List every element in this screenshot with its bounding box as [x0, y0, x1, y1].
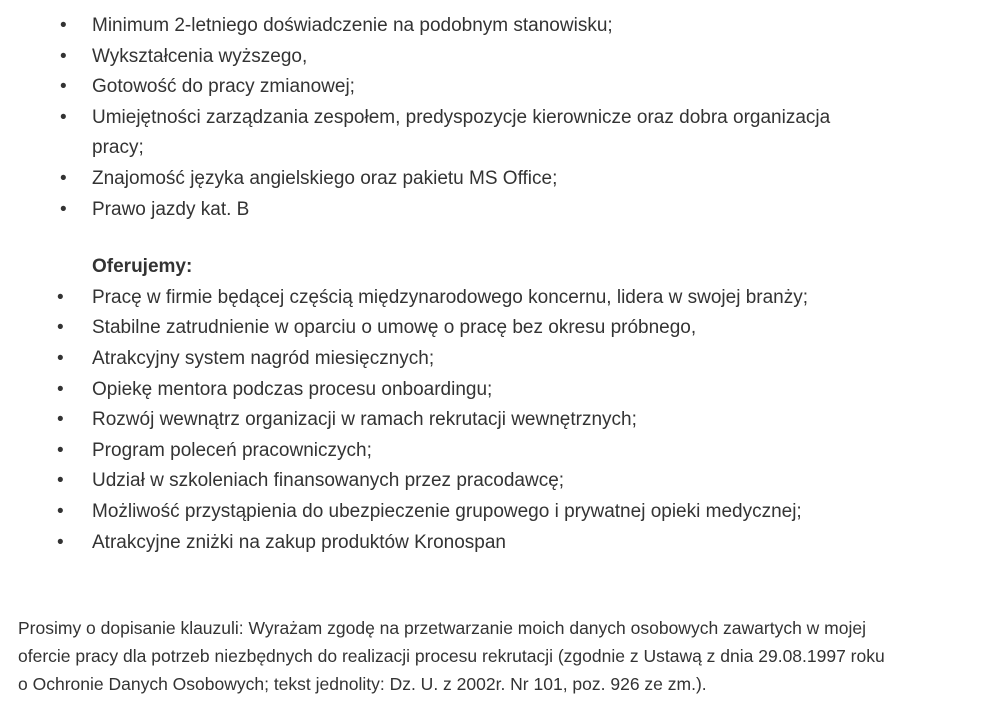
list-item-text: Stabilne zatrudnienie w oparciu o umowę o pracę bez okresu próbnego,: [92, 317, 697, 339]
list-item: [0, 42, 852, 73]
bullet-icon: •: [57, 378, 64, 400]
list-item: [0, 11, 852, 42]
list-item-text: Atrakcyjne zniżki na zakup produktów Kronospan: [92, 531, 507, 553]
bullet-icon: •: [57, 439, 64, 461]
bullet-icon: •: [60, 167, 67, 189]
bullet-icon: •: [57, 531, 64, 553]
list-item: [0, 103, 852, 164]
gdpr-clause: [18, 614, 983, 698]
list-item: [0, 344, 952, 375]
list-item-text: Program poleceń pracowniczych;: [92, 439, 372, 461]
list-item-text: Udział w szkoleniach finansowanych przez pracodawcę;: [92, 470, 565, 492]
list-item: [0, 72, 852, 103]
list-item: [0, 313, 952, 344]
bullet-icon: •: [57, 347, 64, 369]
list-item: [0, 466, 952, 497]
list-item-text: Pracę w firmie będącej częścią międzynarodowego koncernu, lidera w swojej branży;: [92, 286, 808, 308]
list-item-text: Atrakcyjny system nagród miesięcznych;: [92, 347, 435, 369]
bullet-icon: •: [57, 470, 64, 492]
list-item-text: Wykształcenia wyższego,: [92, 45, 308, 67]
offer-list: [0, 283, 983, 558]
bullet-icon: •: [57, 409, 64, 431]
bullet-icon: •: [60, 198, 67, 220]
list-item: [0, 164, 852, 195]
bullet-icon: •: [57, 286, 64, 308]
requirements-list: [0, 11, 983, 225]
list-item-text: Minimum 2-letniego doświadczenie na podobnym stanowisku;: [92, 15, 613, 36]
list-item-text: Gotowość do pracy zmianowej;: [92, 76, 355, 98]
list-item: [0, 375, 952, 406]
clause-line: o Ochronie Danych Osobowych; tekst jednolity: Dz. U. z 2002r. Nr 101, poz. 926 ze zm.).: [18, 674, 707, 695]
bullet-icon: •: [60, 45, 67, 67]
list-item: [0, 528, 952, 559]
bullet-icon: •: [60, 106, 67, 128]
list-item-text: Rozwój wewnątrz organizacji w ramach rekrutacji wewnętrznych;: [92, 409, 637, 431]
list-item: [0, 283, 952, 314]
list-item-text: Umiejętności zarządzania zespołem, predyspozycje kierownicze oraz dobra organizacja pracy;: [92, 106, 831, 159]
list-item-text: Znajomość języka angielskiego oraz pakietu MS Office;: [92, 167, 558, 189]
list-item: [0, 497, 952, 528]
bullet-icon: •: [60, 15, 67, 36]
bullet-icon: •: [57, 500, 64, 522]
clause-line: Prosimy o dopisanie klauzuli: Wyrażam zgodę na przetwarzanie moich danych osobowych zawartych w mojej: [18, 618, 866, 639]
list-item-text: Prawo jazdy kat. B: [92, 198, 250, 220]
clause-line: ofercie pracy dla potrzeb niezbędnych do realizacji procesu rekrutacji (zgodnie z Ustawą z dnia 29.08.1997 roku: [18, 646, 885, 667]
list-item: [0, 195, 852, 226]
bullet-icon: •: [60, 76, 67, 98]
offer-section-heading: Oferujemy:: [92, 256, 193, 278]
list-item: [0, 436, 952, 467]
list-item-text: Opiekę mentora podczas procesu onboardingu;: [92, 378, 493, 400]
list-item: [0, 405, 952, 436]
list-item-text: Możliwość przystąpienia do ubezpieczenie grupowego i prywatnej opieki medycznej;: [92, 500, 802, 522]
bullet-icon: •: [57, 317, 64, 339]
